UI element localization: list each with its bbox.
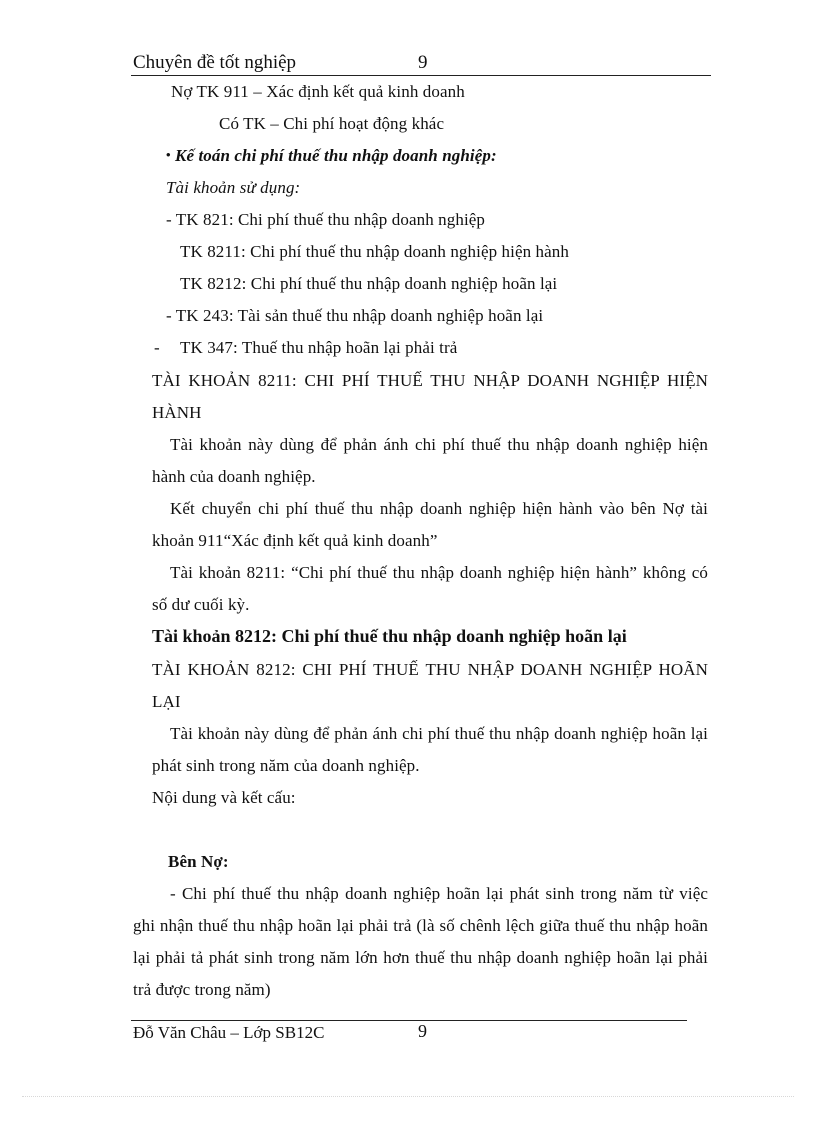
- text-line-25: - Chi phí thuế thu nhập doanh nghiệp hoãn lại phát sinh trong năm từ việc: [170, 884, 708, 903]
- header-title: Chuyên đề tốt nghiệp: [133, 52, 297, 73]
- text-line-5: - TK 821: Chi phí thuế thu nhập doanh nghiệp: [166, 210, 486, 229]
- text-line-15: khoản 911“Xác định kết quả kinh doanh”: [152, 531, 438, 550]
- text-line-9-dash: -: [154, 338, 160, 357]
- text-line-28: trả được trong năm): [133, 980, 271, 999]
- text-line-2: Có TK – Chi phí hoạt động khác: [219, 114, 445, 133]
- header-rule: [131, 75, 711, 76]
- text-line-20: LẠI: [152, 692, 181, 711]
- text-line-17: số dư cuối kỳ.: [152, 595, 250, 614]
- text-line-21: Tài khoản này dùng để phản ánh chi phí thuế thu nhập doanh nghiệp hoãn lại: [170, 724, 708, 743]
- text-line-14: Kết chuyển chi phí thuế thu nhập doanh nghiệp hiện hành vào bên Nợ tài: [170, 499, 708, 518]
- text-line-1: Nợ TK 911 – Xác định kết quả kinh doanh: [171, 82, 465, 101]
- text-line-10: TÀI KHOẢN 8211: CHI PHÍ THUẾ THU NHẬP DOANH NGHIỆP HIỆN: [152, 371, 708, 390]
- text-line-27: lại phải tả phát sinh trong năm lớn hơn thuế thu nhập doanh nghiệp hoãn lại phải: [133, 948, 708, 967]
- text-line-4: Tài khoản sử dụng:: [166, 178, 301, 197]
- text-line-11: HÀNH: [152, 403, 202, 422]
- page-edge-divider: [22, 1096, 794, 1097]
- ben-no-heading: Bên Nợ:: [168, 852, 229, 871]
- bullet-heading-text: Kế toán chi phí thuế thu nhập doanh nghiệp:: [175, 146, 497, 165]
- text-line-22: phát sinh trong năm của doanh nghiệp.: [152, 756, 420, 775]
- text-line-7: TK 8212: Chi phí thuế thu nhập doanh nghiệp hoãn lại: [180, 274, 558, 293]
- text-line-9: TK 347: Thuế thu nhập hoãn lại phải trả: [180, 338, 458, 357]
- text-line-26: ghi nhận thuế thu nhập hoãn lại phải trả (là số chênh lệch giữa thuế thu nhập hoãn: [133, 916, 708, 935]
- section-heading-8212: Tài khoản 8212: Chi phí thuế thu nhập doanh nghiệp hoãn lại: [152, 626, 627, 646]
- text-line-8: - TK 243: Tài sản thuế thu nhập doanh nghiệp hoãn lại: [166, 306, 544, 325]
- text-line-13: hành của doanh nghiệp.: [152, 467, 316, 486]
- text-line-6: TK 8211: Chi phí thuế thu nhập doanh nghiệp hiện hành: [180, 242, 570, 261]
- text-line-19: TÀI KHOẢN 8212: CHI PHÍ THUẾ THU NHẬP DOANH NGHIỆP HOÃN: [152, 660, 708, 679]
- footer-page-number: 9: [418, 1021, 427, 1041]
- text-line-12: Tài khoản này dùng để phản ánh chi phí thuế thu nhập doanh nghiệp hiện: [170, 435, 708, 454]
- bullet-icon: •: [166, 147, 171, 162]
- footer-author: Đỗ Văn Châu – Lớp SB12C: [133, 1023, 325, 1042]
- footer-rule: [131, 1020, 687, 1021]
- bullet-heading: [166, 146, 497, 166]
- header-page-number: 9: [418, 52, 428, 73]
- text-line-23: Nội dung và kết cấu:: [152, 788, 296, 807]
- text-line-16: Tài khoản 8211: “Chi phí thuế thu nhập doanh nghiệp hiện hành” không có: [170, 563, 708, 582]
